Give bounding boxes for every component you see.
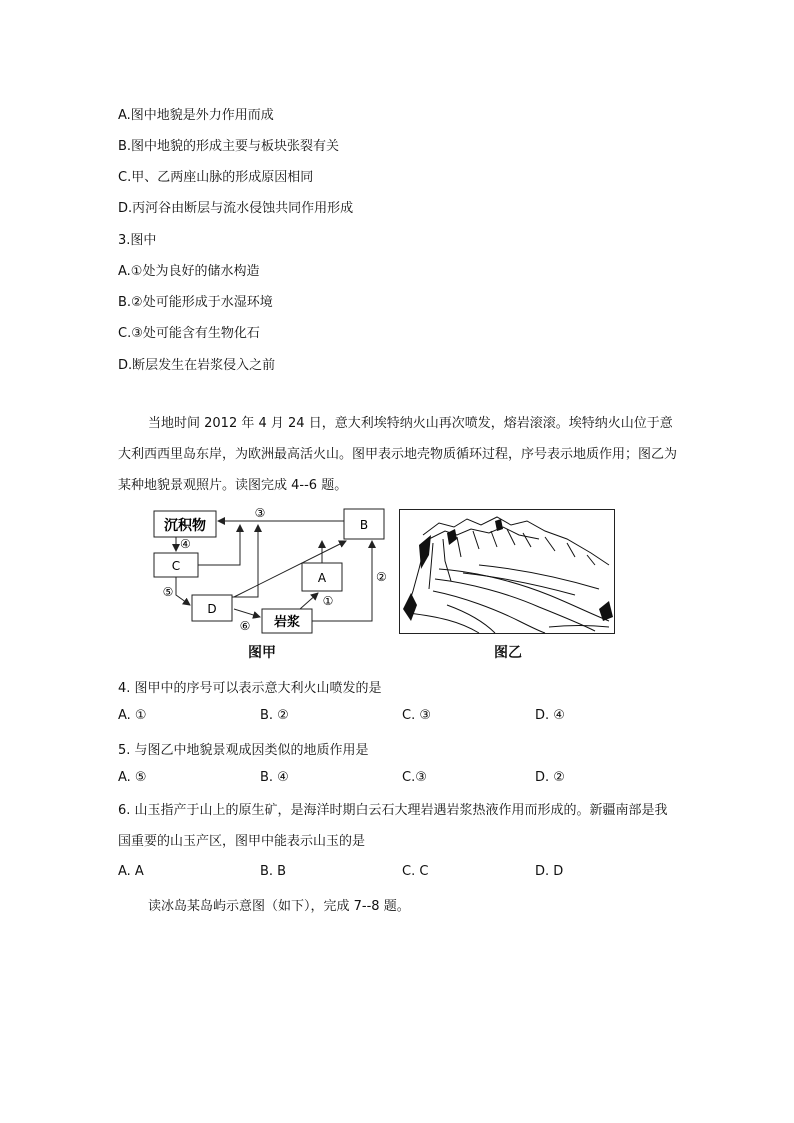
q2-option-a: A.图中地貌是外力作用而成 xyxy=(118,108,274,123)
label-d: D xyxy=(207,602,217,616)
q6-option-d: D. D xyxy=(535,864,564,879)
q3-option-b: B.②处可能形成于水湿环境 xyxy=(118,295,273,310)
q5-option-c: C.③ xyxy=(402,770,427,785)
q2-option-b: B.图中地貌的形成主要与板块张裂有关 xyxy=(118,139,340,154)
q2-option-d: D.丙河谷由断层与流水侵蚀共同作用形成 xyxy=(118,201,354,216)
marker-5: ⑤ xyxy=(162,585,174,599)
marker-4: ④ xyxy=(180,537,191,551)
q3-stem: 3.图中 xyxy=(118,233,157,248)
q5-option-d: D. ② xyxy=(535,770,565,785)
q4-option-d: D. ④ xyxy=(535,708,565,723)
q4-stem: 4. 图甲中的序号可以表示意大利火山喷发的是 xyxy=(118,681,382,696)
q6-option-a: A. A xyxy=(118,864,144,879)
q3-option-a: A.①处为良好的储水构造 xyxy=(118,264,260,279)
q3-option-c: C.③处可能含有生物化石 xyxy=(118,326,260,341)
label-b: B xyxy=(359,518,369,532)
intro-paragraph: 当地时间 2012 年 4 月 24 日，意大利埃特纳火山再次喷发，熔岩滚滚。埃特纳火山位于意大利西西里岛东岸，为欧洲最高活火山。图甲表示地壳物质循环过程，序号表示地质作用；图乙为某种地貌景观照片。读图完成 4--6 题。 xyxy=(118,416,678,493)
label-magma: 岩浆 xyxy=(273,615,301,630)
q7-intro: 读冰岛某岛屿示意图（如下），完成 7--8 题。 xyxy=(148,899,410,914)
q2-option-c: C.甲、乙两座山脉的形成原因相同 xyxy=(118,170,314,185)
figure-a-rock-cycle xyxy=(150,505,385,665)
q4-option-a: A. ① xyxy=(118,708,147,723)
q6-option-b: B. B xyxy=(260,864,287,879)
marker-6: ⑥ xyxy=(239,619,251,633)
q5-stem: 5. 与图乙中地貌景观成因类似的地质作用是 xyxy=(118,743,369,758)
q6-stem: 6. 山玉指产于山上的原生矿，是海洋时期白云石大理岩遇岩浆热液作用而形成的。新疆南部是我国重要的山玉产区，图甲中能表示山玉的是 xyxy=(118,803,668,849)
label-c: C xyxy=(171,559,181,573)
q4-option-c: C. ③ xyxy=(402,708,431,723)
marker-3: ③ xyxy=(254,506,266,520)
q5-option-b: B. ④ xyxy=(260,770,289,785)
figure-b-caption: 图乙 xyxy=(494,645,522,661)
q4-option-b: B. ② xyxy=(260,708,289,723)
q6-option-c: C. C xyxy=(402,864,429,879)
marker-2: ② xyxy=(376,570,387,584)
label-sediment: 沉积物 xyxy=(164,518,206,534)
figure-a-caption: 图甲 xyxy=(248,645,276,661)
q3-option-d: D.断层发生在岩浆侵入之前 xyxy=(118,358,276,373)
q5-option-a: A. ⑤ xyxy=(118,770,147,785)
marker-1: ① xyxy=(322,594,334,608)
label-a: A xyxy=(317,571,327,585)
figure-b-landscape xyxy=(399,509,615,634)
